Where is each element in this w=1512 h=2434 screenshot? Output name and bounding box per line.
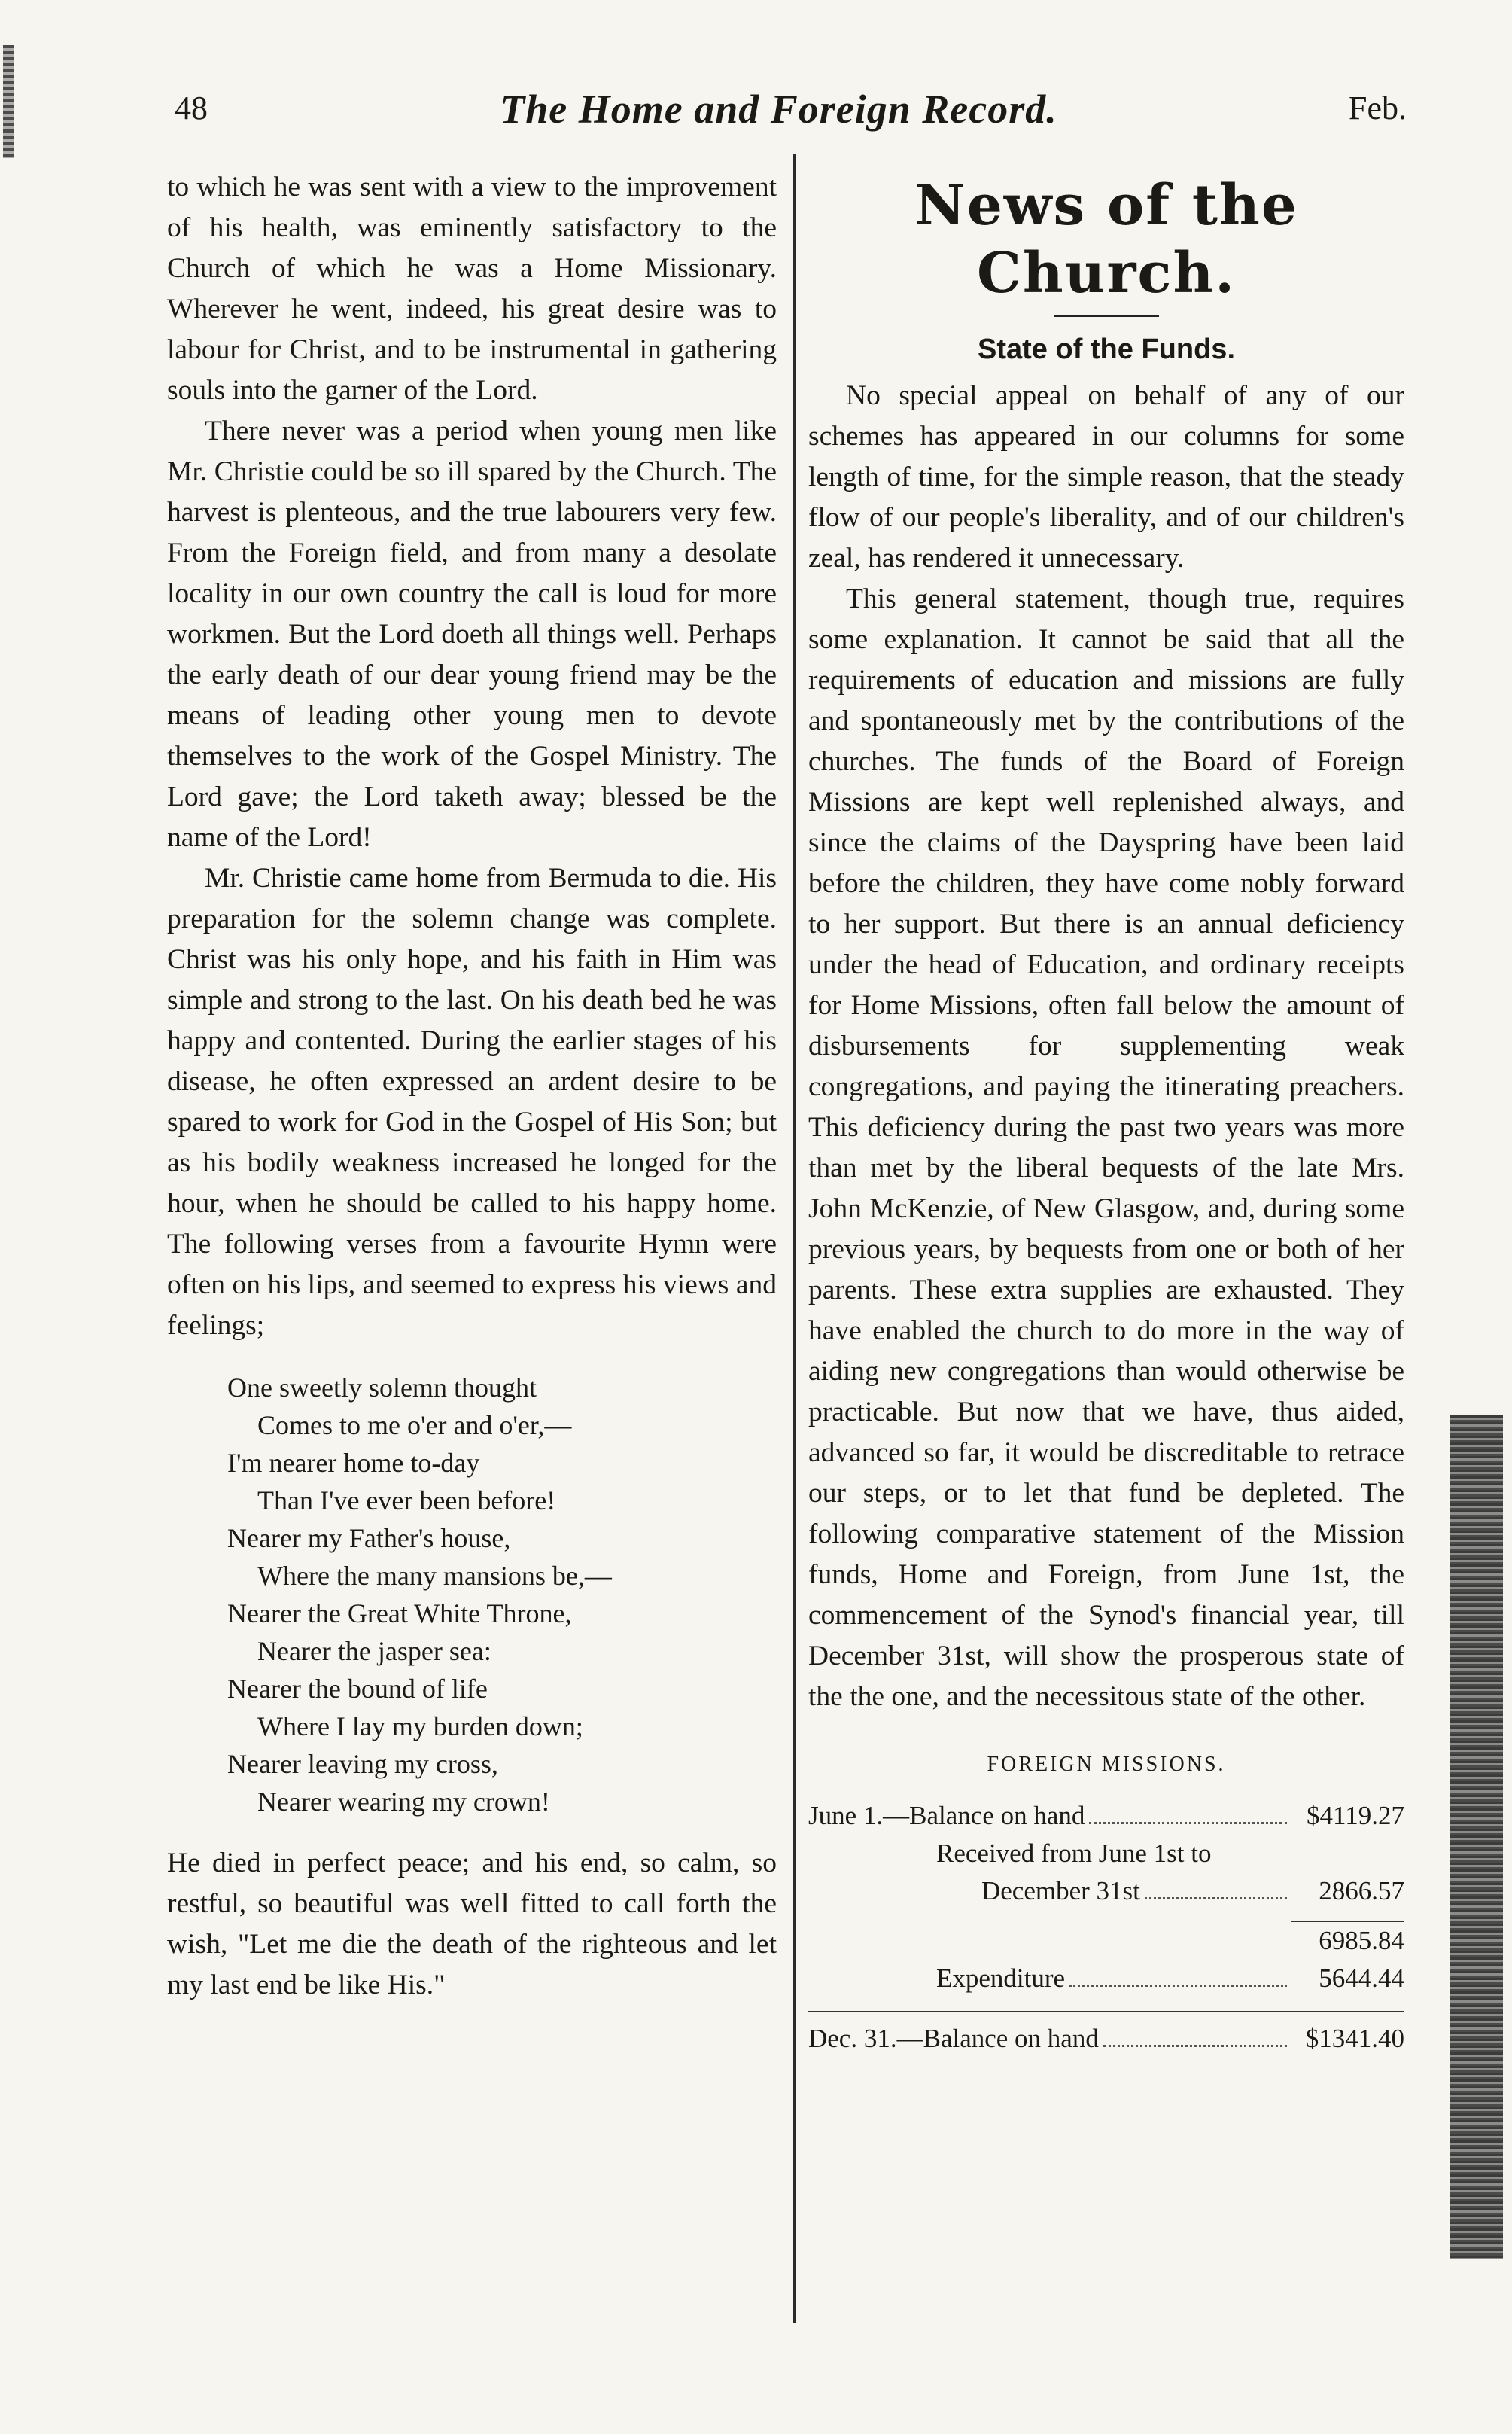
poem-line: Nearer the jasper sea:	[257, 1636, 491, 1666]
poem-line: Nearer the bound of life	[227, 1674, 488, 1704]
poem-line: One sweetly solemn thought	[227, 1372, 537, 1403]
page-number: 48	[175, 90, 208, 126]
account-row	[808, 1797, 1404, 1835]
account-amount: 2866.57	[1319, 1876, 1404, 1905]
right-column	[808, 167, 1404, 2058]
account-subtotal: 6985.84	[1319, 1926, 1404, 1955]
account-row	[808, 1835, 1404, 1872]
section-title: News of the Church.	[914, 173, 1298, 306]
account-row	[808, 2020, 1404, 2058]
poem-line: Where the many mansions be,—	[257, 1561, 612, 1591]
scan-edge-marks	[3, 45, 14, 158]
leader-dots	[1145, 1897, 1287, 1899]
paragraph: This general statement, though true, requires some explanation. It cannot be said that all the requirements of education and missions are fully and spontaneously met by the contributions of the churches. The funds of the Board of Foreign Missions are kept well replenished always, and since the claims of the Dayspring have been laid before the children, they have come nobly forward to her support. But there is an annual deficiency under the head of Education, and ordinary receipts for Home Missions, often fall below the amount of disbursements for supplementing weak congregations, and paying the itinerating preachers. This deficiency during the past two years was more than met by the liberal bequests of the late Mrs. John McKenzie, of New Glasgow, and, during some previous years, by bequests from one or both of her parents. These extra supplies are exhausted. They have enabled the church to do more in the way of aiding new congregations than would otherwise be practicable. But now that we have, thus aided, advanced so far, it would be discreditable to retrace our steps, or to let that fund be depleted. The following comparative statement of the Mission funds, Home and Foreign, from June 1st, the commencement of the Synod's financial year, till December 31st, will show the prosperous state of the the one, and the necessitous state of the other.	[808, 583, 1404, 1712]
paragraph: There never was a period when young men like Mr. Christie could be so ill spared by the Church. The harvest is plenteous, and the true labourers very few. From the Foreign field, and from many a desolate locality in our own country the call is loud for more workmen. But the Lord doeth all things well. Perhaps the early death of our dear young friend may be the means of leading other young men to devote themselves to the work of the Gospel Ministry. The Lord gave; the Lord taketh away; blessed be the name of the Lord!	[167, 416, 777, 853]
column-divider	[793, 154, 796, 2323]
account-row	[808, 1872, 1404, 1910]
hymn-verse	[227, 1369, 777, 1820]
poem-line: Nearer my Father's house,	[227, 1523, 511, 1553]
scan-edge-marks	[1450, 1415, 1503, 2259]
journal-title: The Home and Foreign Record.	[500, 87, 1057, 132]
account-amount: $4119.27	[1307, 1801, 1404, 1830]
leader-dots	[1103, 2045, 1287, 2047]
account-label: December 31st	[981, 1876, 1140, 1905]
subheading: State of the Funds.	[978, 334, 1235, 365]
page-header	[151, 89, 1407, 149]
accounts-table	[808, 1797, 1404, 2058]
total-rule	[808, 2011, 1404, 2012]
title-rule	[1054, 315, 1159, 317]
account-row	[808, 1960, 1404, 1997]
account-label: June 1.—Balance on hand	[808, 1801, 1085, 1830]
account-row	[808, 1922, 1404, 1960]
paragraph: No special appeal on behalf of any of our schemes has appeared in our columns for some length of time, for the simple reason, that the steady flow of our people's liberality, and of our children's zeal, has rendered it unnecessary.	[808, 380, 1404, 574]
poem-line: Nearer wearing my crown!	[257, 1787, 550, 1817]
left-column	[167, 167, 777, 2006]
poem-line: Nearer leaving my cross,	[227, 1749, 498, 1779]
poem-line: Than I've ever been before!	[257, 1485, 556, 1516]
poem-line: I'm nearer home to-day	[227, 1448, 480, 1478]
poem-line: Nearer the Great White Throne,	[227, 1598, 572, 1628]
account-amount: 5644.44	[1319, 1963, 1404, 1993]
issue-month: Feb.	[1349, 90, 1407, 126]
account-label: Received from June 1st to	[936, 1838, 1212, 1868]
poem-line: Comes to me o'er and o'er,—	[257, 1410, 572, 1440]
paragraph: to which he was sent with a view to the improvement of his health, was eminently satisfactory to the Church of which he was a Home Missionary. Wherever he went, indeed, his great desire was to labour for Christ, and to be instrumental in gathering souls into the garner of the Lord.	[167, 172, 777, 406]
leader-dots	[1069, 1985, 1287, 1987]
paragraph: Mr. Christie came home from Bermuda to die. His preparation for the solemn change was complete. Christ was his only hope, and his faith in Him was simple and strong to the last. On his death bed he was happy and contented. During the earlier stages of his disease, he often expressed an ardent desire to be spared to work for God in the Gospel of His Son; but as his bodily weakness increased he longed for the hour, when he should be called to his happy home. The following verses from a favourite Hymn were often on his lips, and seemed to express his views and feelings;	[167, 863, 777, 1341]
accounts-heading: FOREIGN MISSIONS.	[987, 1753, 1226, 1776]
leader-dots	[1089, 1822, 1287, 1824]
account-label: Expenditure	[936, 1963, 1066, 1993]
account-amount: $1341.40	[1305, 2024, 1404, 2053]
paragraph: He died in perfect peace; and his end, so calm, so restful, so beautiful was well fitted to call forth the wish, "Let me die the death of the righteous and let my last end be like His."	[167, 1848, 777, 2000]
poem-line: Where I lay my burden down;	[257, 1711, 583, 1741]
account-label: Dec. 31.—Balance on hand	[808, 2024, 1099, 2053]
